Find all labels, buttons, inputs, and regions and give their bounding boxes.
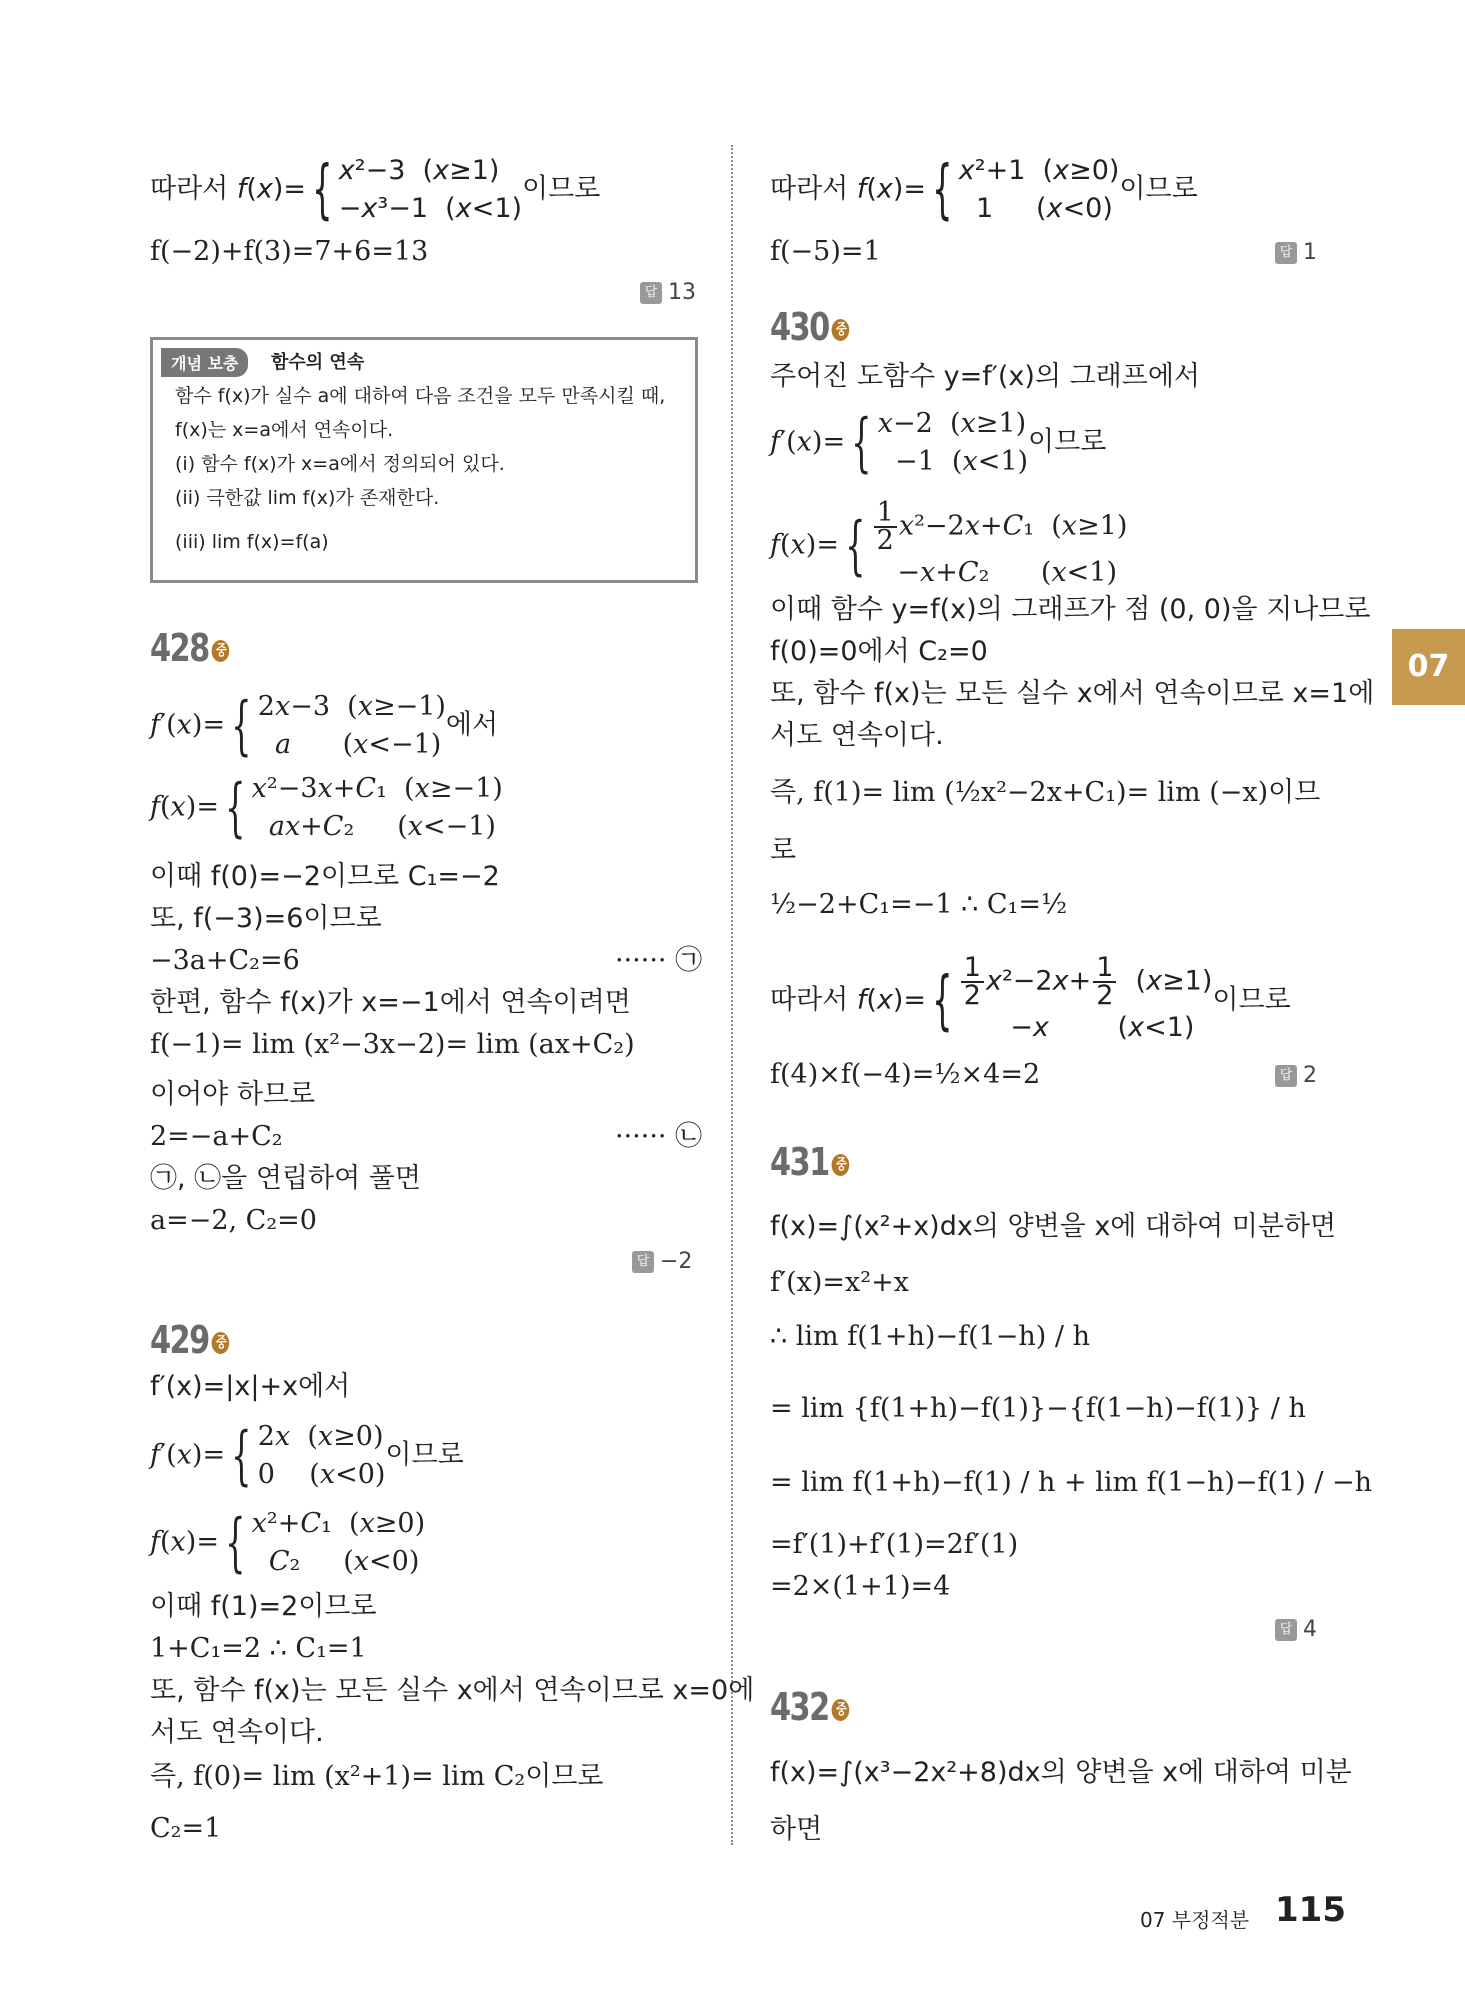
concept-line: (iii) lim f(x)=f(a) bbox=[175, 531, 329, 553]
p430-final-f: 따라서 f(x)={ $\frac{1}{2}$ x²−2x+ $\frac{1}{2}$ (x≥1) −x (x<1) 이므로 bbox=[770, 952, 1291, 1043]
p428-line: 이때 f(0)=−2이므로 C₁=−2 bbox=[150, 861, 500, 892]
p431-line: = lim {f(1+h)−f(1)}−{f(1−h)−f(1)} / h bbox=[770, 1393, 1306, 1424]
p428-derivative: f′(x)={ 2x−3 (x≥−1) a (x<−1) 에서 bbox=[150, 689, 499, 763]
p431-line: ∴ lim f(1+h)−f(1−h) / h bbox=[770, 1321, 1090, 1352]
level-badge: 중 bbox=[212, 640, 230, 662]
p428-eq2: 2=−a+C₂ bbox=[150, 1121, 283, 1152]
p429-antiderivative: f(x)={ x²+C₁ (x≥0) C₂ (x<0) bbox=[150, 1506, 426, 1580]
p431-line: f(x)=∫(x²+x)dx의 양변을 x에 대하여 미분하면 bbox=[770, 1211, 1337, 1242]
p429-limit-line: 즉, f(0)= lim (x²+1)= lim C₂이므로 bbox=[150, 1761, 604, 1792]
p429-derivative: f′(x)={ 2x (x≥0) 0 (x<0) 이므로 bbox=[150, 1419, 464, 1493]
left-piecewise-f: 따라서 f(x)={ x²−3 (x≥1) −x³−1 (x<1) 이므로 bbox=[150, 153, 601, 227]
problem-number-431: 431 중 bbox=[770, 1140, 849, 1184]
p429-line: 또, 함수 f(x)는 모든 실수 x에서 연속이므로 x=0에 bbox=[150, 1675, 755, 1706]
level-badge: 중 bbox=[212, 1332, 230, 1354]
p431-line: =2×(1+1)=4 bbox=[770, 1571, 951, 1602]
concept-line: 함수 f(x)가 실수 a에 대하여 다음 조건을 모두 만족시킬 때, bbox=[175, 385, 666, 407]
problem-number-428: 428 중 bbox=[150, 626, 229, 670]
answer-430: 답 2 bbox=[1275, 1063, 1317, 1088]
column-divider bbox=[731, 145, 733, 1845]
concept-line: (ii) 극한값 lim f(x)가 존재한다. bbox=[175, 487, 440, 509]
p428-line: 또, f(−3)=6이므로 bbox=[150, 903, 382, 934]
answer-tag-icon: 답 bbox=[1275, 1065, 1297, 1087]
footer-chapter: 07 부정적분 bbox=[1140, 1908, 1250, 1932]
problem-number-432: 432 중 bbox=[770, 1685, 849, 1729]
right-piecewise-f: 따라서 f(x)={ x²+1 (x≥0) 1 (x<0) 이므로 bbox=[770, 153, 1198, 227]
p430-line: 주어진 도함수 y=f′(x)의 그래프에서 bbox=[770, 361, 1201, 392]
answer-tag-icon: 답 bbox=[640, 282, 662, 304]
answer-tag-icon: 답 bbox=[1275, 242, 1297, 264]
p430-line: 서도 연속이다. bbox=[770, 720, 944, 751]
answer-428: 답 −2 bbox=[632, 1249, 692, 1274]
p429-line: f′(x)=|x|+x에서 bbox=[150, 1371, 351, 1402]
right-result-line: f(−5)=1 bbox=[770, 236, 881, 267]
p430-result: f(4)×f(−4)=½×4=2 bbox=[770, 1059, 1041, 1090]
concept-line: f(x)는 x=a에서 연속이다. bbox=[175, 419, 394, 441]
answer-13: 답 13 bbox=[640, 280, 696, 305]
p428-line: 이어야 하므로 bbox=[150, 1079, 316, 1110]
p430-line: 로 bbox=[770, 835, 797, 866]
problem-number-430: 430 중 bbox=[770, 305, 849, 349]
problem-number-429: 429 중 bbox=[150, 1318, 229, 1362]
p432-line: 하면 bbox=[770, 1814, 823, 1845]
p430-limit-line: 즉, f(1)= lim (½x²−2x+C₁)= lim (−x)이므 bbox=[770, 777, 1321, 808]
p428-antiderivative: f(x)={ x²−3x+C₁ (x≥−1) ax+C₂ (x<−1) bbox=[150, 771, 503, 845]
p431-line: = lim f(1+h)−f(1) / h + lim f(1−h)−f(1) / −h bbox=[770, 1467, 1373, 1498]
p432-line: f(x)=∫(x³−2x²+8)dx의 양변을 x에 대하여 미분 bbox=[770, 1757, 1352, 1788]
answer-1: 답 1 bbox=[1275, 240, 1317, 265]
p430-derivative: f′(x)={ x−2 (x≥1) −1 (x<1) 이므로 bbox=[770, 406, 1107, 480]
concept-line: (i) 함수 f(x)가 x=a에서 정의되어 있다. bbox=[175, 453, 505, 475]
concept-title: 함수의 연속 bbox=[271, 352, 365, 373]
answer-tag-icon: 답 bbox=[632, 1251, 654, 1273]
p431-line: f′(x)=x²+x bbox=[770, 1267, 909, 1298]
chapter-tab: 07 bbox=[1392, 629, 1465, 705]
p429-line: 서도 연속이다. bbox=[150, 1717, 324, 1748]
p429-line: 1+C₁=2 ∴ C₁=1 bbox=[150, 1633, 367, 1664]
level-badge: 중 bbox=[832, 1154, 850, 1176]
footer-page-number: 115 bbox=[1275, 1890, 1346, 1930]
p428-limit-line: f(−1)= lim (x²−3x−2)= lim (ax+C₂) bbox=[150, 1029, 635, 1060]
level-badge: 중 bbox=[832, 1699, 850, 1721]
p430-line: 또, 함수 f(x)는 모든 실수 x에서 연속이므로 x=1에 bbox=[770, 678, 1375, 709]
p430-line: f(0)=0에서 C₂=0 bbox=[770, 636, 988, 667]
answer-tag-icon: 답 bbox=[1275, 1619, 1297, 1641]
p430-antiderivative: f(x)={ $\frac{1}{2}$ x²−2x+C₁ (x≥1) −x+C₂ (x<1) bbox=[770, 497, 1128, 588]
p431-line: =f′(1)+f′(1)=2f′(1) bbox=[770, 1529, 1019, 1560]
concept-box bbox=[150, 337, 698, 583]
p428-line: ㉠, ㉡을 연립하여 풀면 bbox=[150, 1163, 421, 1194]
p430-c1-line: ½−2+C₁=−1 ∴ C₁=½ bbox=[770, 889, 1068, 920]
left-result-line: f(−2)+f(3)=7+6=13 bbox=[150, 236, 429, 267]
p428-line: 한편, 함수 f(x)가 x=−1에서 연속이려면 bbox=[150, 987, 631, 1018]
concept-tag: 개념 보충 bbox=[161, 348, 248, 377]
p430-line: 이때 함수 y=f(x)의 그래프가 점 (0, 0)을 지나므로 bbox=[770, 594, 1371, 625]
p428-mark2: ······ ㉡ bbox=[615, 1121, 703, 1152]
level-badge: 중 bbox=[832, 319, 850, 341]
p429-line: 이때 f(1)=2이므로 bbox=[150, 1591, 377, 1622]
p428-mark1: ······ ㉠ bbox=[615, 945, 703, 976]
p428-eq1: −3a+C₂=6 bbox=[150, 945, 300, 976]
p428-result: a=−2, C₂=0 bbox=[150, 1205, 317, 1236]
answer-431: 답 4 bbox=[1275, 1617, 1317, 1642]
p429-result: C₂=1 bbox=[150, 1813, 222, 1844]
